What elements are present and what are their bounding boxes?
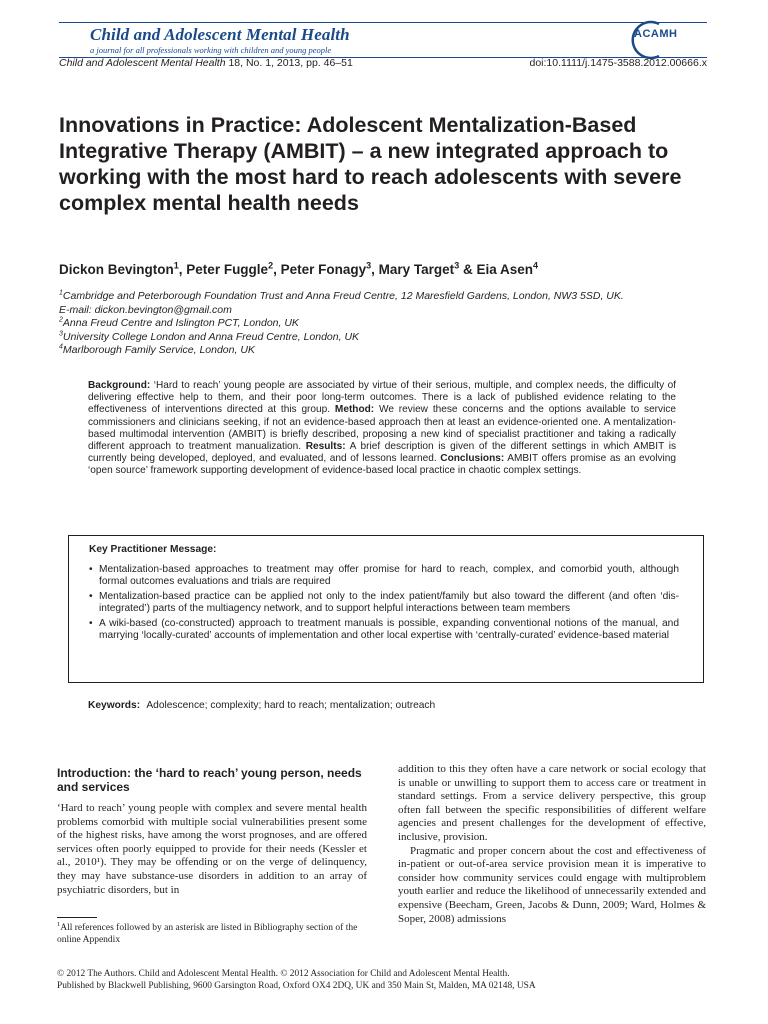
- affil-sup: 4: [59, 343, 63, 351]
- page-footer: [57, 969, 707, 992]
- copyright-line: © 2012 The Authors. Child and Adolescent Mental Health. © 2012 Association for Child and Adolescent Mental Health.: [57, 969, 510, 979]
- citation-journal: Child and Adolescent Mental Health: [59, 57, 226, 69]
- footnote: [57, 922, 367, 946]
- author-name: Eia Asen: [476, 262, 533, 277]
- doi[interactable]: doi:10.1111/j.1475-3588.2012.00666.x: [529, 57, 707, 69]
- affil-text: Anna Freud Centre and Islington PCT, London, UK: [62, 317, 299, 329]
- citation-info: [59, 57, 353, 69]
- abstract-method-label: Method:: [334, 404, 375, 416]
- author-sep: &: [459, 262, 477, 277]
- author-name: Mary Target: [378, 262, 455, 277]
- footnote-text: All references followed by an asterisk are listed in Bibliography section of the online Appendix: [57, 923, 358, 945]
- author-affil-sup: 3: [366, 260, 372, 271]
- section-heading: Introduction: the ‘hard to reach’ young person, needs and services: [57, 766, 362, 794]
- publisher-line: Published by Blackwell Publishing, 9600 Garsington Road, Oxford OX4 2DQ, UK and 350 Main St, Malden, MA 02148, USA: [57, 980, 536, 991]
- affiliations: [59, 290, 719, 358]
- footnote-sup: 1: [57, 920, 61, 928]
- author-affil-sup: 4: [533, 260, 539, 271]
- abstract-background-text: ‘Hard to reach’ young people are associated by virtue of their serious, multiple, and complex needs, the difficulty of delivering effective help to them, and their poor long-term outcomes. There is a lack of published evidence relating to the effectiveness of interventions directed at this group.: [88, 380, 676, 416]
- keywords-label: Keywords:: [88, 700, 141, 711]
- affil-text[interactable]: E-mail: dickon.bevington@gmail.com: [59, 303, 232, 316]
- bullet-icon: •: [89, 564, 93, 575]
- body-paragraph: Pragmatic and proper concern about the cost and effectiveness of in-patient or out-of-area service provision mean it is imperative to consider how community services could engage with multiproblem youth earlier and reduce the likelihood of unnecessarily extended and expensive (Beecham, Green, Jacobs & Dunn, 2009; Ward, Holmes & Soper, 2008) admissions: [398, 844, 706, 925]
- affiliation-line: [59, 290, 719, 304]
- body-column-left: [57, 767, 367, 897]
- journal-banner: [59, 22, 707, 58]
- body-paragraph: ‘Hard to reach’ young people with complex and severe mental health problems comorbid with multiple social vulnerabilities present some of the highest risks, have among the worst prognoses, and are offered services often poorly equipped to provide for their needs (Kessler et al., 2010¹). They may be offending or on the verge of delinquency, they may have substance-use disorders in addition to an array of psychiatric disorders, but in: [57, 802, 367, 896]
- key-practitioner-message-box: [68, 535, 704, 683]
- abstract: [88, 380, 676, 478]
- abstract-results-text: A brief description is given of the different settings in which AMBIT is currently being developed, deployed, and evaluated, and of lessons learned.: [88, 441, 677, 465]
- body-column-right: [398, 763, 706, 926]
- journal-title: Child and Adolescent Mental Health: [90, 25, 350, 44]
- abstract-results-label: Results:: [305, 441, 346, 453]
- keywords-text: Adolescence; complexity; hard to reach; mentalization; outreach: [146, 700, 436, 711]
- key-message-title: Key Practitioner Message:: [89, 544, 217, 555]
- journal-subtitle: a journal for all professionals working with children and young people: [90, 45, 332, 55]
- abstract-method-text: We review these concerns and the options available to service commissioners and clinicians seeking, if not an evidence-based approach then at least an evidence-oriented one. A mentalization-based multimodal intervention (AMBIT) is briefly described, proposing a new kind of specialist practitioner and taking a radically different approach to treatment manualization.: [88, 404, 676, 453]
- author-name: Peter Fuggle: [186, 262, 269, 277]
- affiliation-line: [59, 317, 719, 331]
- affil-text: Marlborough Family Service, London, UK: [62, 344, 255, 356]
- author-affil-sup: 3: [454, 260, 460, 271]
- body-paragraph: addition to this they often have a care network or social ecology that is unable or unwilling to support them to access care or treatment in standard settings. From a service delivery perspective, this group often fall between the specific responsibilities of different welfare agencies and present challenges for the development of effective, inclusive, provision.: [398, 763, 706, 843]
- author-name: Dickon Bevington: [59, 262, 174, 277]
- key-message-item: [89, 591, 679, 616]
- key-message-list: [89, 564, 679, 644]
- affiliation-line: [59, 331, 719, 345]
- bullet-icon: •: [89, 617, 93, 629]
- key-message-item: [89, 618, 679, 643]
- author-name: Peter Fonagy: [280, 262, 367, 277]
- key-message-text: Mentalization-based practice can be applied not only to the index patient/family but also toward the different (and often ‘dis-integrated’) parts of the multiagency network, and to support helpful interactions between team members: [99, 590, 679, 615]
- acamh-logo-text: ACAMH: [634, 28, 678, 40]
- affil-sup: 2: [59, 316, 63, 324]
- author-list: [59, 262, 719, 277]
- author-affil-sup: 2: [268, 260, 274, 271]
- affiliation-email[interactable]: [59, 304, 719, 318]
- author-sep: ,: [178, 262, 187, 277]
- abstract-conclusions-text: AMBIT offers promise as an evolving ‘open source’ framework supporting development of evidence-based local practice in chaotic complex settings.: [88, 453, 676, 477]
- key-message-item: [89, 564, 679, 589]
- affil-text: University College London and Anna Freud Centre, London, UK: [62, 330, 360, 343]
- affil-text: Cambridge and Peterborough Foundation Trust and Anna Freud Centre, 12 Maresfield Gardens, London, NW3 5SD, UK.: [62, 290, 624, 302]
- author-sep: ,: [273, 262, 281, 277]
- key-message-text: Mentalization-based approaches to treatment may offer promise for hard to reach, complex, and comorbid youth, although formal outcomes evaluations and trials are required: [99, 564, 679, 588]
- footnote-divider: [57, 917, 97, 918]
- key-message-text: A wiki-based (co-constructed) approach to treatment manuals is possible, expanding conventional notions of the manual, and marrying ‘locally-curated’ accounts of implementation and other local expertise with ‘centrally-curated’ evidence-based material: [99, 617, 679, 642]
- affil-sup: 3: [59, 330, 63, 337]
- bullet-icon: •: [89, 590, 93, 602]
- keywords: [88, 700, 676, 711]
- author-affil-sup: 1: [173, 260, 179, 271]
- affil-sup: 1: [59, 289, 63, 297]
- author-sep: ,: [371, 262, 379, 277]
- article-title: Innovations in Practice: Adolescent Mentalization-Based Integrative Therapy (AMBIT) – a new integrated approach to working with the most hard to reach adolescents with severe complex mental health needs: [59, 113, 682, 215]
- affiliation-line: [59, 344, 719, 358]
- abstract-conclusions-label: Conclusions:: [440, 453, 505, 465]
- abstract-background-label: Background:: [88, 380, 151, 391]
- citation-volume: 18, No. 1, 2013, pp. 46–51: [225, 57, 353, 69]
